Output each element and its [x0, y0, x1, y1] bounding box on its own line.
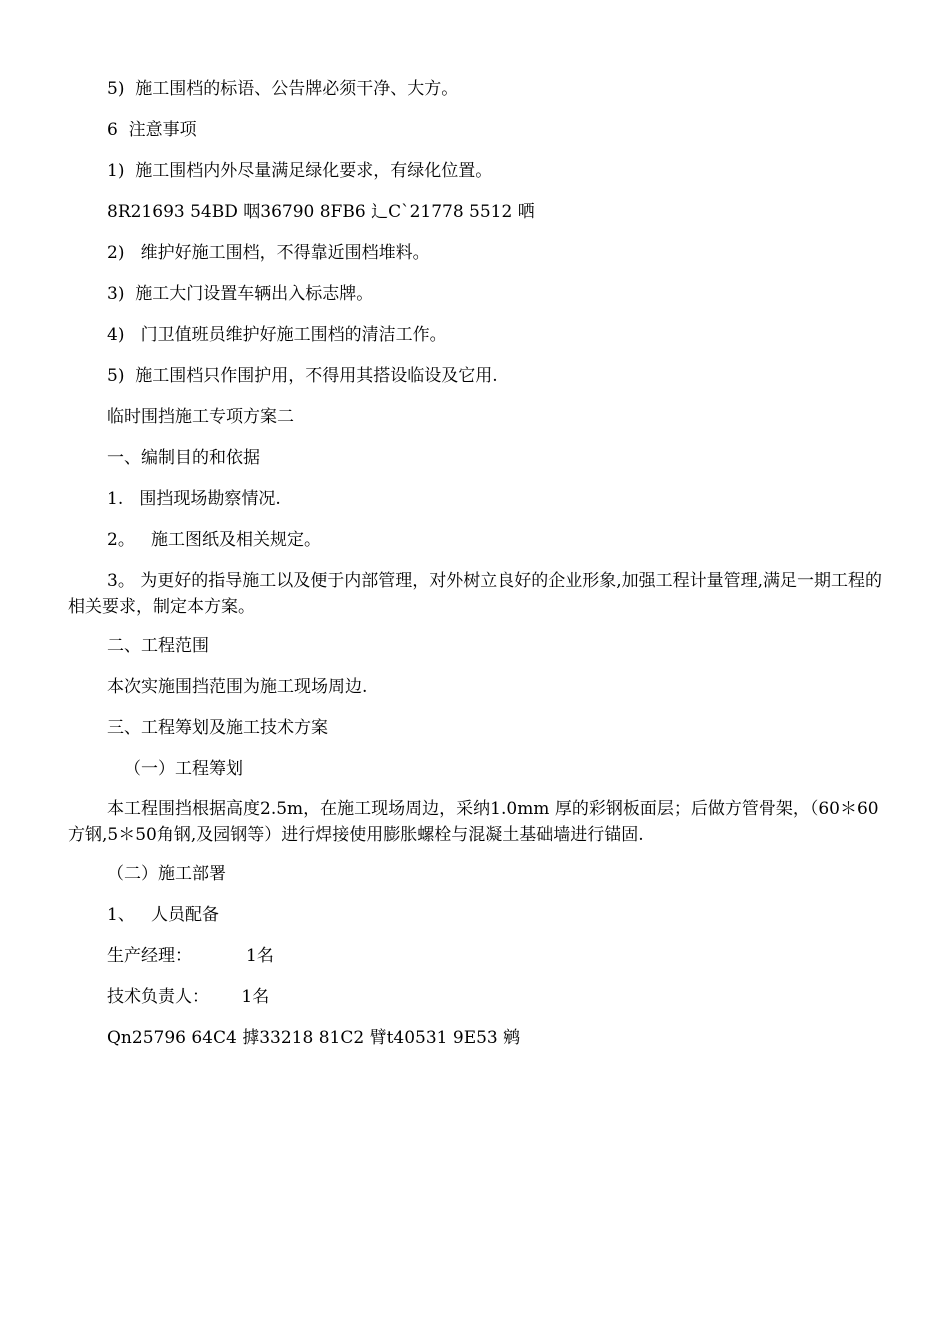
- list-item-staffing: 1、 人员配备: [107, 905, 220, 925]
- list-item-4-guard: 4) 门卫值班员维护好施工围档的清洁工作。: [107, 325, 447, 345]
- section-heading-purpose: 一、编制目的和依据: [107, 448, 260, 468]
- list-item-5-usage: 5) 施工围档只作围护用，不得用其搭设临设及它用.: [107, 366, 498, 386]
- garbled-text-line-2: Qn25796 64C4 摢33218 81C2 臂t40531 9E53 鹓: [107, 1028, 521, 1048]
- list-item-3-purpose: 3。 为更好的指导施工以及便于内部管理，对外树立良好的企业形象,加强工程计量管理,满足一期工程的相关要求，制定本方案。: [68, 571, 883, 617]
- list-item-3-gate-sign: 3) 施工大门设置车辆出入标志牌。: [107, 284, 374, 304]
- scope-text: 本次实施围挡范围为施工现场周边.: [107, 677, 368, 697]
- subsection-heading-planning: （一）工程筹划: [124, 759, 243, 779]
- staff-production-manager: 生产经理： 1名: [107, 946, 274, 966]
- list-item-1-greening: 1) 施工围档内外尽量满足绿化要求，有绿化位置。: [107, 161, 493, 181]
- subsection-heading-deployment: （二）施工部署: [107, 864, 226, 884]
- list-item-2-maintain: 2) 维护好施工围档，不得靠近围档堆料。: [107, 243, 430, 263]
- list-item-5-slogans: 5) 施工围档的标语、公告牌必须干净、大方。: [107, 79, 459, 99]
- section-heading-scope: 二、工程范围: [107, 636, 209, 656]
- plan-title: 临时围挡施工专项方案二: [107, 407, 294, 427]
- section-heading-notes: 6 注意事项: [107, 120, 197, 140]
- staff-technical-lead: 技术负责人： 1名: [107, 987, 270, 1007]
- planning-paragraph: 本工程围挡根据高度2.5m，在施工现场周边，采纳1.0mm 厚的彩钢板面层；后做方管骨架，（60＊60方钢,5＊50角钢,及园钢等）进行焊接使用膨胀螺栓与混凝土基础墙进行锚固.: [68, 799, 879, 845]
- section-heading-planning: 三、工程筹划及施工技术方案: [107, 718, 328, 738]
- garbled-text-line: 8R21693 54BD 咽36790 8FB6 辶C`21778 5512 哂: [107, 202, 535, 222]
- list-item-1-survey: 1. 围挡现场勘察情况.: [107, 489, 281, 509]
- list-item-2-drawings: 2。 施工图纸及相关规定。: [107, 530, 322, 550]
